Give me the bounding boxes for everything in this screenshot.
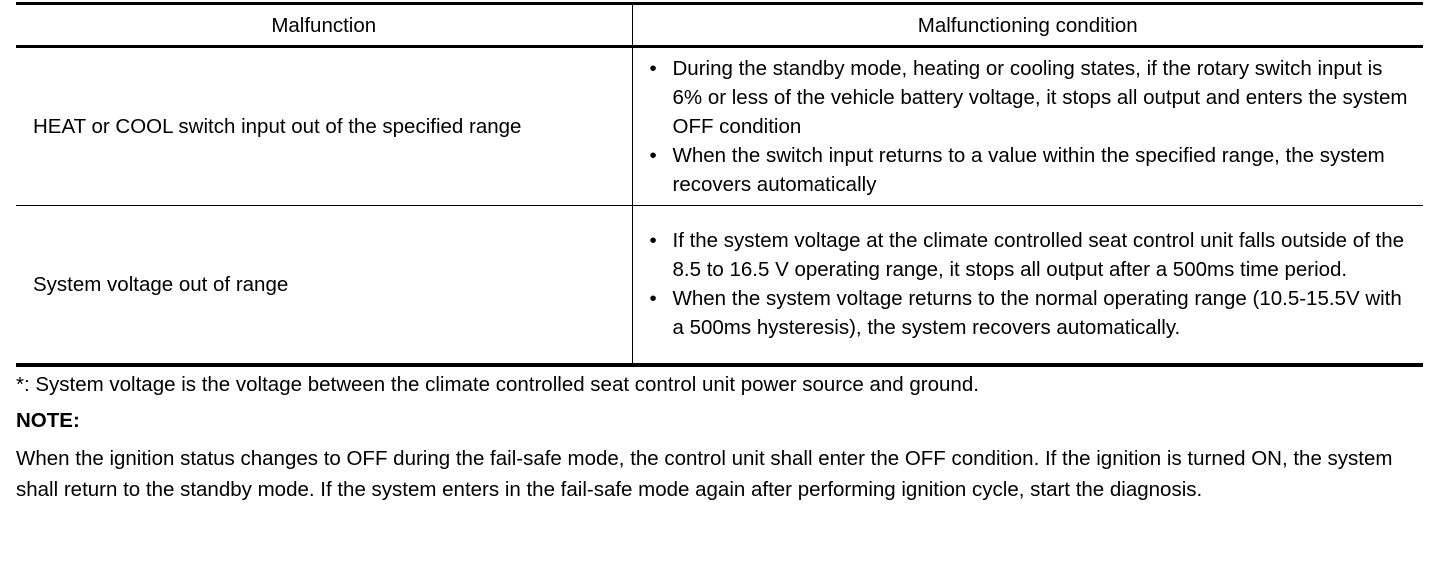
- table-header-row: [16, 4, 1423, 47]
- note-text: When the ignition status changes to OFF during the fail-safe mode, the control unit shall enter the OFF condition. If the ignition is turned ON, the system shall return to the standby mode. If the system enters in the fail-safe mode again after performing ignition cycle, start the diagnosis.: [16, 447, 1393, 501]
- condition-list: [647, 54, 1414, 199]
- bullet-icon: •: [649, 57, 657, 80]
- table-row: [16, 206, 1423, 365]
- condition-text: If the system voltage at the climate controlled seat control unit falls outside of the 8.5 to 16.5 V operating range, it stops all output after a 500ms time period.: [672, 229, 1405, 282]
- bullet-icon: •: [649, 229, 657, 253]
- condition-text: When the system voltage returns to the normal operating range (10.5-15.5V with a 500ms hysteresis), the system recovers automatically.: [672, 287, 1402, 340]
- condition-cell: [632, 47, 1423, 206]
- bullet-icon: •: [649, 144, 657, 167]
- condition-item: [647, 141, 1414, 199]
- condition-item: [647, 226, 1414, 284]
- condition-text: When the switch input returns to a value within the specified range, the system recovers automatically: [672, 144, 1385, 196]
- malfunction-cell: HEAT or COOL switch input out of the specified range: [16, 47, 632, 206]
- condition-item: [647, 54, 1414, 141]
- condition-text: During the standby mode, heating or cooling states, if the rotary switch input is 6% or less of the vehicle battery voltage, it stops all output and enters the system OFF condition: [672, 57, 1408, 138]
- header-malfunction: Malfunction: [16, 4, 632, 47]
- malfunction-cell: System voltage out of range: [16, 206, 632, 365]
- footnote: *: System voltage is the voltage between the climate controlled seat control unit power source and ground.: [16, 373, 979, 396]
- condition-item: [647, 284, 1414, 342]
- bullet-icon: •: [649, 287, 657, 311]
- table-row: [16, 47, 1423, 206]
- condition-cell: [632, 206, 1423, 365]
- fail-safe-table: [16, 2, 1423, 367]
- note-title: NOTE:: [16, 409, 80, 432]
- condition-list: [647, 226, 1414, 342]
- header-malfunctioning-condition: Malfunctioning condition: [632, 4, 1423, 47]
